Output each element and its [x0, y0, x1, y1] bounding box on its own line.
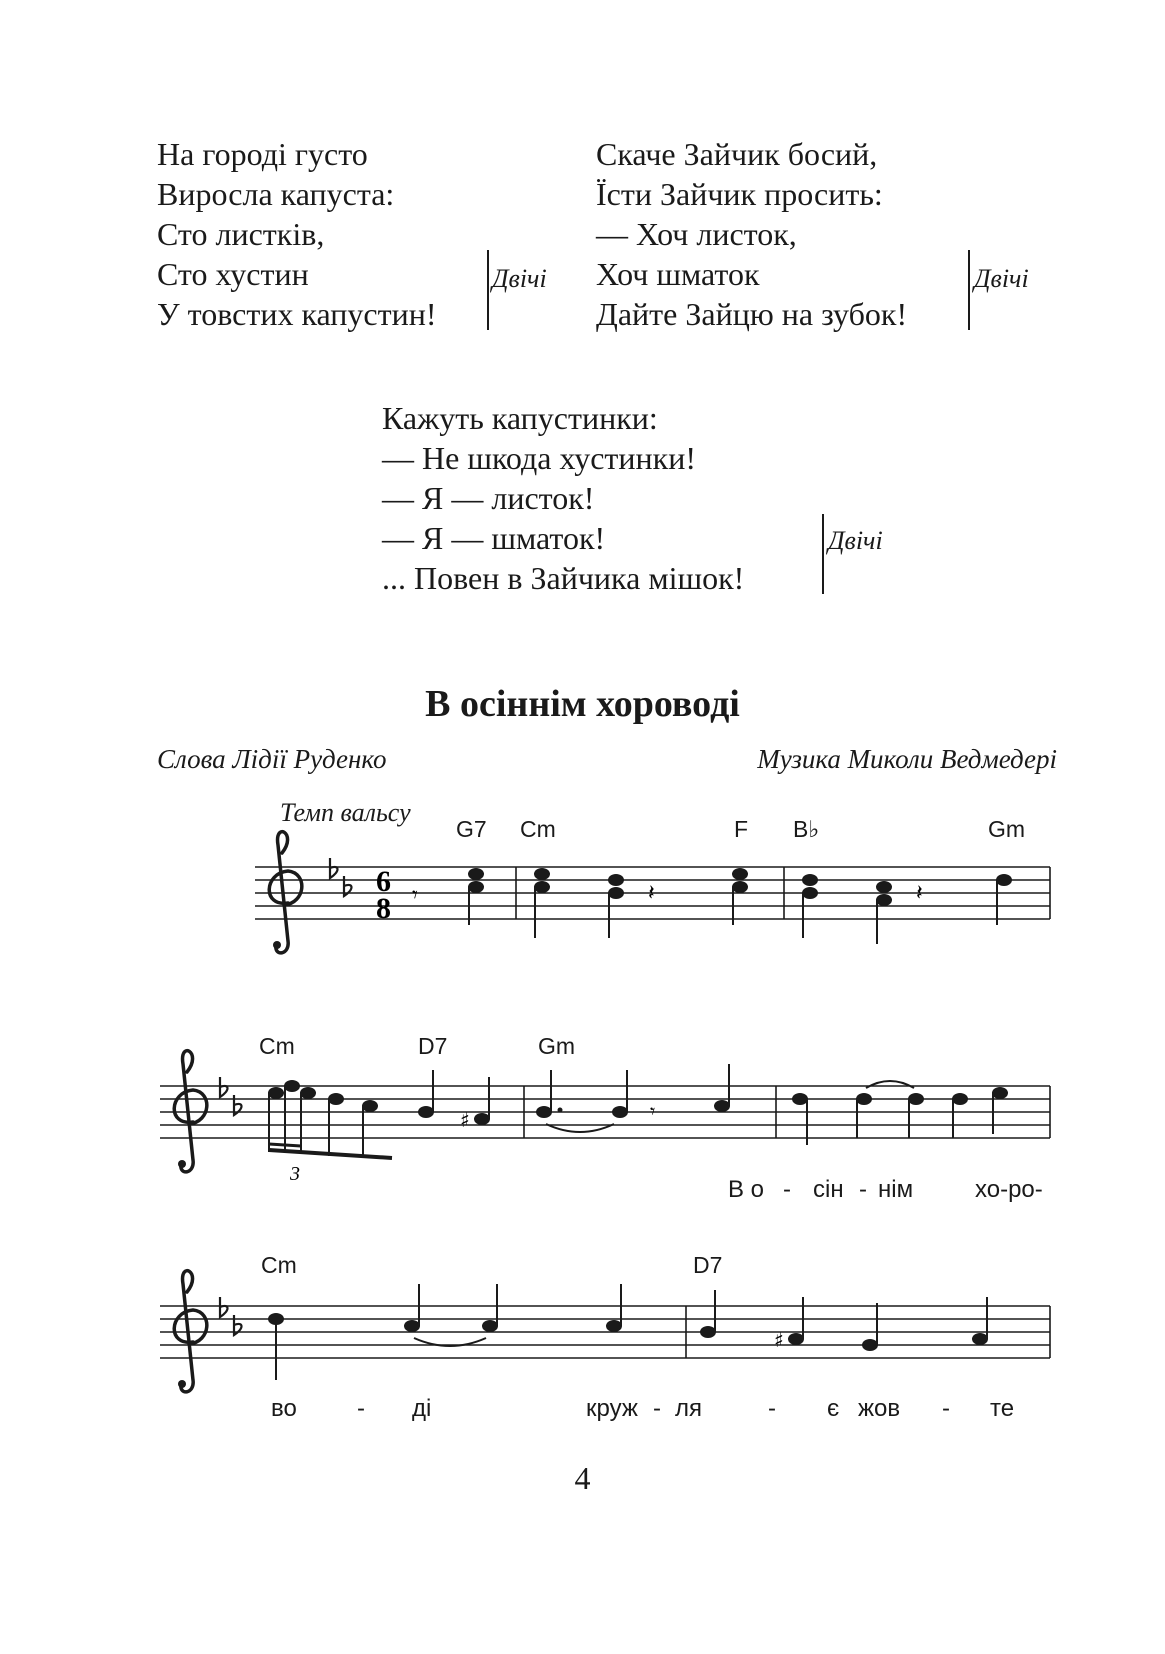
lyric-syllable: круж — [586, 1395, 638, 1422]
chord-symbol: B♭ — [793, 816, 820, 842]
chord-symbol: Gm — [538, 1033, 576, 1059]
verse-line: — Хоч листок, — [596, 216, 797, 252]
svg-text:𝄾: 𝄾 — [412, 882, 418, 907]
verse-line: Хоч шматок — [596, 256, 760, 292]
verse-line: — Я — шматок! — [382, 520, 606, 556]
staff-3 — [160, 1271, 1050, 1392]
chord-symbol: G7 — [456, 816, 487, 842]
lyrics-credit: Слова Лідії Руденко — [157, 744, 387, 774]
chord-symbol: Cm — [261, 1252, 297, 1278]
verse-line: Їсти Зайчик просить: — [596, 176, 883, 212]
verse-line: У товстих капустин! — [157, 296, 437, 332]
time-signature-bottom: 8 — [376, 892, 391, 925]
svg-text:♯: ♯ — [774, 1328, 784, 1352]
verse-line: Дайте Зайцю на зубок! — [596, 296, 908, 332]
chord-symbol: Cm — [520, 816, 556, 842]
staff-2 — [160, 1051, 1050, 1185]
tempo-marking: Темп вальсу — [280, 798, 411, 827]
svg-text:♯: ♯ — [460, 1108, 470, 1132]
verse-line: На городі густо — [157, 136, 368, 172]
verse-line: Сто хустин — [157, 256, 309, 292]
time-signature-top: 6 — [376, 865, 391, 898]
svg-text:𝄽: 𝄽 — [916, 880, 923, 905]
lyric-syllable: - — [768, 1395, 776, 1422]
verse-line: — Не шкода хустинки! — [382, 440, 696, 476]
chord-symbol: Cm — [259, 1033, 295, 1059]
lyric-syllable: - — [783, 1176, 791, 1203]
lyric-syllable: сін — [813, 1176, 844, 1203]
lyric-syllable: є — [827, 1395, 840, 1422]
svg-text:𝄽: 𝄽 — [648, 880, 655, 905]
lyric-syllable: В о — [728, 1176, 765, 1203]
repeat-mark: Двічі — [828, 526, 883, 555]
music-credit: Музика Миколи Ведмедері — [757, 744, 1057, 774]
lyric-syllable: жов — [858, 1395, 901, 1422]
lyric-syllable: хо-ро- — [975, 1176, 1043, 1203]
verse-line: Скаче Зайчик босий, — [596, 136, 878, 172]
verse-line: — Я — листок! — [382, 480, 595, 516]
svg-text:𝄾: 𝄾 — [650, 1101, 656, 1123]
verse-line: ... Повен в Зайчика мішок! — [382, 560, 745, 596]
verse-line: Сто листків, — [157, 216, 325, 252]
verse-line: Виросла капуста: — [157, 176, 395, 212]
repeat-mark: Двічі — [974, 264, 1029, 293]
lyric-syllable: - — [357, 1395, 365, 1422]
staff-1 — [255, 832, 1050, 953]
lyric-syllable: те — [990, 1395, 1015, 1422]
verse-line: Кажуть капустинки: — [382, 400, 658, 436]
lyric-syllable: - — [942, 1395, 950, 1422]
song-title: В осіннім хороводі — [425, 683, 740, 725]
lyric-syllable: - — [653, 1395, 661, 1422]
repeat-mark: Двічі — [492, 264, 547, 293]
chord-symbol: D7 — [418, 1033, 448, 1059]
page-number: 4 — [574, 1460, 591, 1496]
chord-symbol: F — [734, 816, 749, 842]
lyric-syllable: - — [859, 1176, 867, 1203]
triplet-mark: 3 — [290, 1163, 300, 1185]
chord-symbol: D7 — [693, 1252, 723, 1278]
lyric-syllable: во — [271, 1395, 297, 1422]
lyric-syllable: нім — [878, 1176, 914, 1203]
lyric-syllable: ля — [675, 1395, 702, 1422]
chord-symbol: Gm — [988, 816, 1026, 842]
lyric-syllable: ді — [412, 1395, 432, 1422]
